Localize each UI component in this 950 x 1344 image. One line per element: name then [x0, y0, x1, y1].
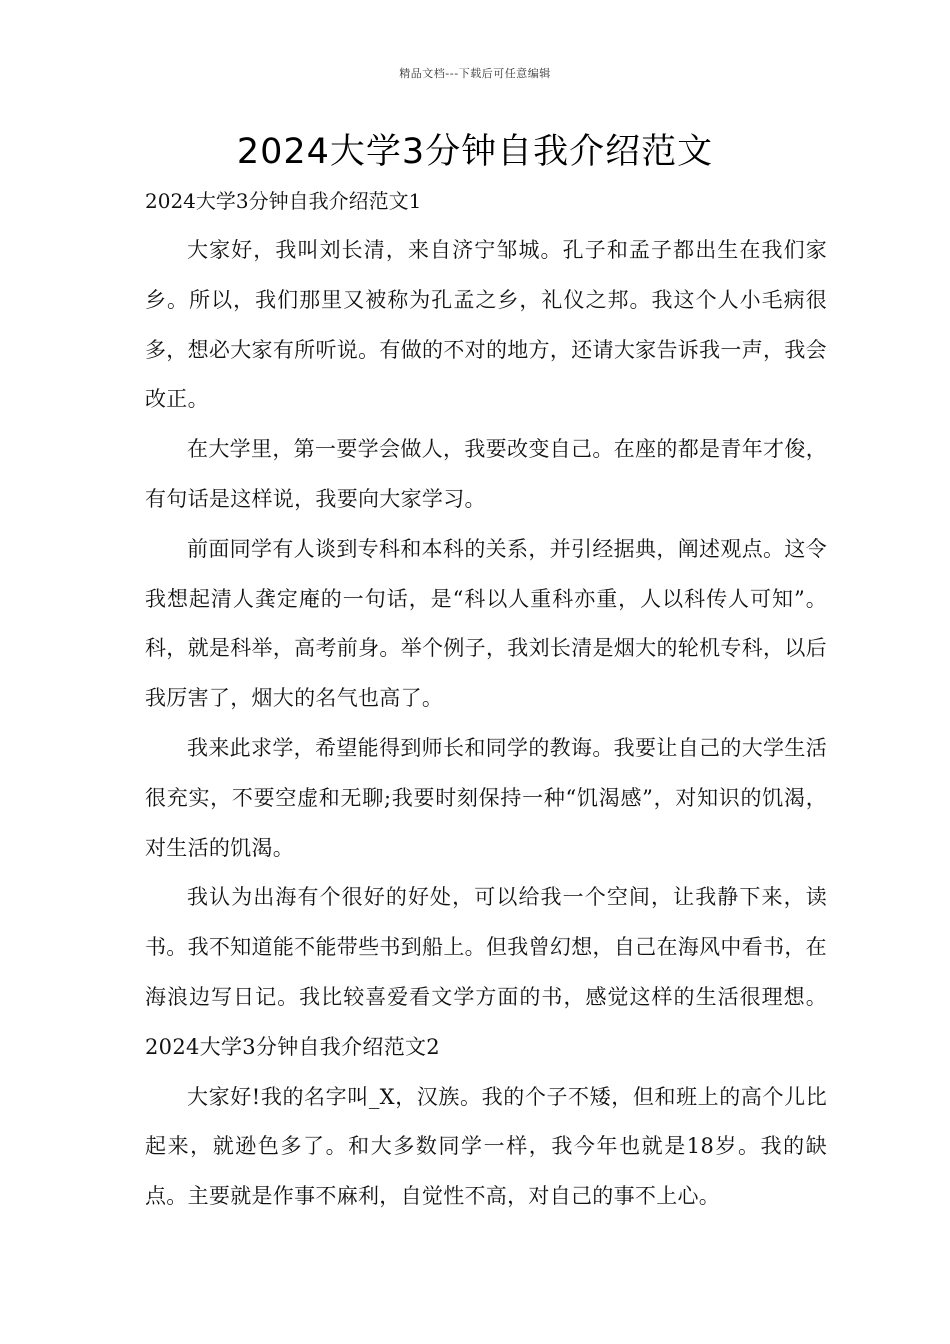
body-text [145, 226, 827, 1222]
paragraph: 大家好，我叫刘长清，来自济宁邹城。孔子和孟子都出生在我们家乡。所以，我们那里又被称为孔孟之乡，礼仪之邦。我这个人小毛病很多，想必大家有所听说。有做的不对的地方，还请大家告诉我一声，我会改正。 [145, 238, 827, 412]
paragraph: 在大学里，第一要学会做人，我要改变自己。在座的都是青年才俊，有句话是这样说，我要向大家学习。 [145, 437, 827, 511]
page-title: 2024大学3分钟自我介绍范文 [236, 132, 714, 172]
paragraph: 我认为出海有个很好的好处，可以给我一个空间，让我静下来，读书。我不知道能不能带些书到船上。但我曾幻想，自己在海风中看书，在海浪边写日记。我比较喜爱看文学方面的书，感觉这样的生活很理想。2024大学3分钟自我介绍范文2 [145, 885, 827, 1059]
paragraph: 大家好!我的名字叫_X，汉族。我的个子不矮，但和班上的高个儿比起来，就逊色多了。和大多数同学一样，我今年也就是18岁。我的缺点。主要就是作事不麻利，自觉性不高，对自己的事不上心。 [145, 1084, 827, 1209]
header-note: 精品文档---下载后可任意编辑 [399, 67, 551, 80]
paragraph: 我来此求学，希望能得到师长和同学的教诲。我要让自己的大学生活很充实，不要空虚和无聊;我要时刻保持一种“饥渴感”，对知识的饥渴，对生活的饥渴。 [145, 735, 827, 860]
paragraph: 前面同学有人谈到专科和本科的关系，并引经据典，阐述观点。这令我想起清人龚定庵的一句话，是“科以人重科亦重，人以科传人可知”。科，就是科举，高考前身。举个例子，我刘长清是烟大的轮机专科，以后我厉害了，烟大的名气也高了。 [145, 536, 827, 711]
section-heading: 2024大学3分钟自我介绍范文1 [145, 189, 422, 213]
